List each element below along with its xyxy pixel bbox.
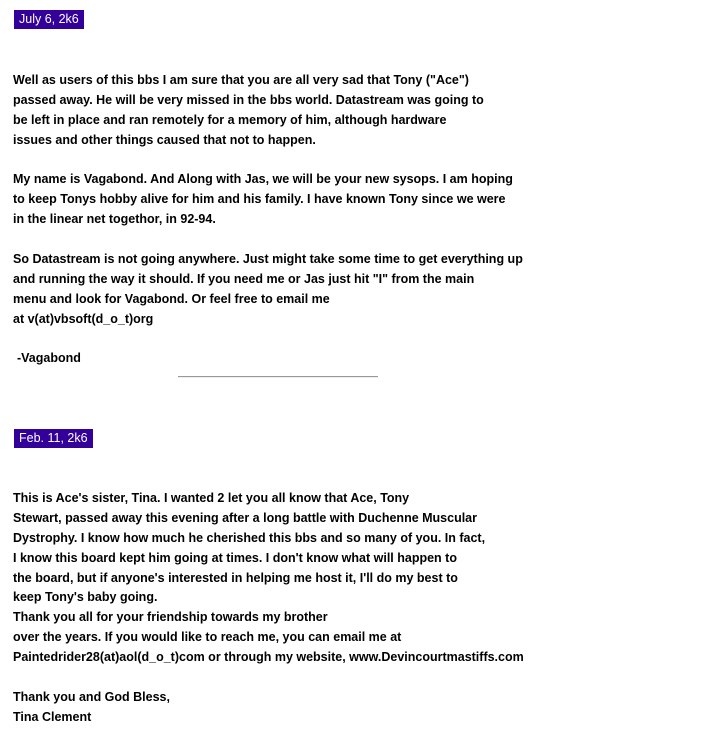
blank-line [13, 668, 524, 688]
text-line: keep Tony's baby going. [13, 590, 158, 605]
post-body [13, 489, 524, 728]
post-date-badge: July 6, 2k6 [14, 10, 84, 29]
text-line: Thank you and God Bless, [13, 689, 170, 704]
text-line: be left in place and ran remotely for a memory of him, although hardware [13, 112, 447, 127]
text-line: the board, but if anyone's interested in helping me host it, I'll do my best to [13, 570, 458, 585]
text-line: Stewart, passed away this evening after a long battle with Duchenne Muscular [13, 510, 478, 525]
text-line: to keep Tonys hobby alive for him and his family. I have known Tony since we were [13, 192, 506, 207]
text-line: and running the way it should. If you need me or Jas just hit "I" from the main [13, 271, 475, 286]
text-line: So Datastream is not going anywhere. Just might take some time to get everything up [13, 252, 523, 267]
blank-line [13, 230, 523, 250]
text-line: I know this board kept him going at times. I don't know what will happen to [13, 550, 457, 565]
text-line: at v(at)vbsoft(d_o_t)org [13, 311, 154, 326]
text-line: in the linear net togethor, in 92-94. [13, 212, 216, 227]
text-line: Thank you all for your friendship towards my brother [13, 610, 328, 625]
blank-line [13, 151, 523, 171]
post-date-badge: Feb. 11, 2k6 [14, 429, 93, 448]
text-line: Tina Clement [13, 709, 92, 724]
text-line: passed away. He will be very missed in the bbs world. Datastream was going to [13, 92, 484, 107]
text-line: over the years. If you would like to reach me, you can email me at [13, 630, 402, 645]
post-separator [178, 376, 378, 378]
text-line: Paintedrider28(at)aol(d_o_t)com or through my website, www.Devincourtmastiffs.com [13, 650, 524, 665]
post-body [13, 71, 523, 330]
post-signature: -Vagabond [17, 351, 81, 365]
text-line: My name is Vagabond. And Along with Jas, we will be your new sysops. I am hoping [13, 172, 513, 187]
text-line: Dystrophy. I know how much he cherished this bbs and so many of you. In fact, [13, 530, 486, 545]
text-line: menu and look for Vagabond. Or feel free to email me [13, 291, 330, 306]
text-line: This is Ace's sister, Tina. I wanted 2 let you all know that Ace, Tony [13, 491, 410, 505]
text-line: issues and other things caused that not to happen. [13, 132, 316, 147]
text-line: Well as users of this bbs I am sure that you are all very sad that Tony ("Ace") [13, 73, 469, 87]
